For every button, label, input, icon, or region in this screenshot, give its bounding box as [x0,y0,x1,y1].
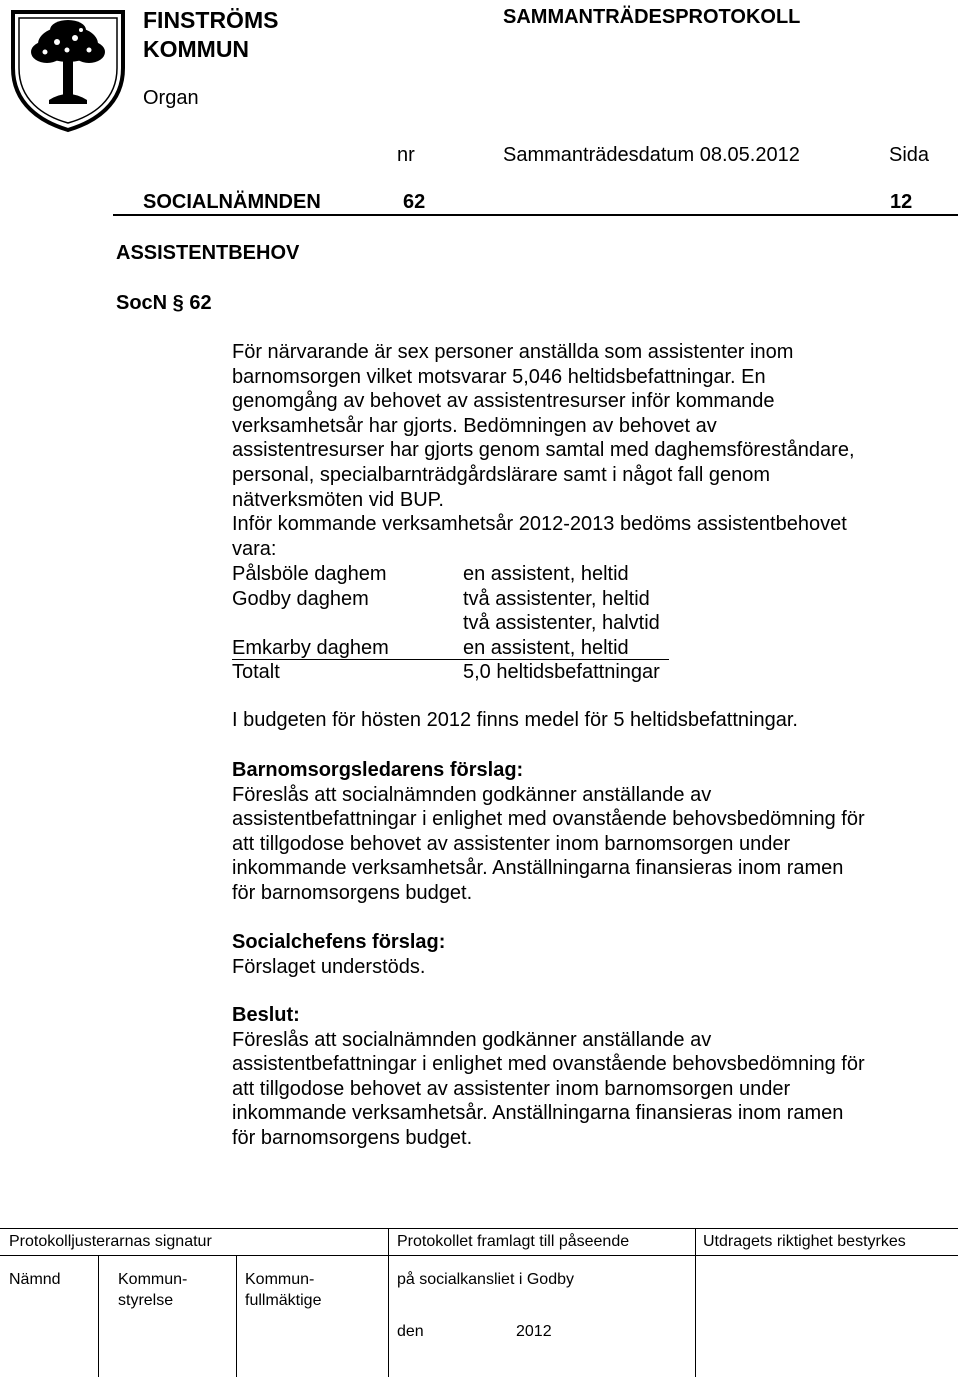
case-reference: SocN § 62 [116,292,212,314]
proposal-label: Socialchefens förslag: [232,931,446,953]
municipal-crest-icon [9,8,127,139]
footer-divider [388,1255,389,1377]
signature-footer [0,1228,960,1377]
intro-line: Inför kommande verksamhetsår 2012-2013 bedöms assistentbehovet [232,513,847,536]
nr-label: nr [397,144,415,166]
allocation-subtotal-row [232,636,669,660]
intro-paragraph [232,340,855,561]
footer-kommunstyrelse-2: styrelse [118,1292,174,1309]
decision-line: Föreslås att socialnämnden godkänner anställande av [232,1028,712,1051]
footer-divider [98,1255,99,1377]
proposal-line: att tillgodose behovet av assistenter inom barnomsorgen under [232,832,791,855]
allocation-need: två assistenter, halvtid [463,612,660,634]
intro-line: vara: [232,537,277,560]
footer-col-displayed: Protokollet framlagt till påseende [397,1233,630,1250]
allocation-place: Pålsböle daghem [232,563,387,585]
allocation-need: en assistent, heltid [463,563,629,585]
footer-divider [236,1255,237,1377]
decision-block [232,1003,865,1151]
intro-line: För närvarande är sex personer anställda som assistenter inom [232,341,794,363]
footer-divider [388,1228,389,1255]
footer-kommunfullmaktige-2: fullmäktige [245,1292,322,1309]
decision-line: att tillgodose behovet av assistenter inom barnomsorgen under [232,1077,791,1100]
allocation-place: Godby daghem [232,588,369,610]
allocation-place: Emkarby daghem [232,637,389,659]
municipality-name-line2: KOMMUN [143,36,250,62]
footer-divider [695,1255,696,1377]
footer-col-adjusters: Protokolljusterarnas signatur [9,1233,212,1250]
footer-location: på socialkansliet i Godby [397,1271,574,1288]
allocation-total-value: 5,0 heltidsbefattningar [463,661,660,683]
footer-header-divider [0,1255,958,1256]
proposal-block [232,758,865,906]
footer-namnd: Nämnd [9,1271,61,1288]
footer-divider [695,1228,696,1255]
footer-year: 2012 [516,1323,552,1340]
footer-den: den [397,1323,424,1340]
intro-line: nätverksmöten vid BUP. [232,488,444,511]
meeting-date-label: Sammanträdesdatum 08.05.2012 [503,144,800,166]
intro-line: assistentresurser har gjorts genom samtal med daghemsföreståndare, [232,439,855,462]
section-title: ASSISTENTBEHOV [116,242,300,264]
allocation-need: två assistenter, heltid [463,588,650,610]
page-label: Sida [889,144,930,166]
document-title: SAMMANTRÄDESPROTOKOLL [503,6,801,28]
proposal-line: inkommande verksamhetsår. Anställningarna finansieras inom ramen [232,857,844,880]
intro-line: barnomsorgen vilket motsvarar 5,046 heltidsbefattningar. En [232,365,766,388]
footer-top-border [0,1228,958,1229]
intro-line: personal, specialbarnträdgårdslärare samt i något fall genom [232,463,771,486]
allocation-need: en assistent, heltid [463,637,629,659]
decision-line: för barnomsorgens budget. [232,1126,473,1149]
municipality-name-line1: FINSTRÖMS [143,7,279,33]
intro-line: genomgång av behovet av assistentresurser inför kommande [232,390,775,413]
decision-line: inkommande verksamhetsår. Anställningarna finansieras inom ramen [232,1102,844,1125]
proposal-line: assistentbefattningar i enlighet med ovanstående behovsbedömning för [232,808,865,831]
municipality-name [143,6,278,64]
proposal-line: för barnomsorgens budget. [232,881,473,904]
organ-name: SOCIALNÄMNDEN [143,191,321,213]
intro-line: verksamhetsår har gjorts. Bedömningen av behovet av [232,414,717,437]
proposal-line: Föreslås att socialnämnden godkänner anställande av [232,783,712,806]
footer-kommunstyrelse-1: Kommun- [118,1271,188,1288]
decision-label: Beslut: [232,1004,300,1026]
allocation-total-label: Totalt [232,661,280,683]
organ-label: Organ [143,87,199,109]
decision-line: assistentbefattningar i enlighet med ovanstående behovsbedömning för [232,1053,865,1076]
header-divider [113,214,958,216]
budget-note: I budgeten för hösten 2012 finns medel för 5 heltidsbefattningar. [232,709,798,731]
proposal-line: Förslaget understöds. [232,955,426,978]
social-chief-proposal-block [232,930,445,979]
page-number: 12 [890,191,913,213]
footer-col-certified: Utdragets riktighet bestyrkes [703,1233,906,1250]
paragraph-number: 62 [403,191,426,213]
footer-kommunfullmaktige-1: Kommun- [245,1271,315,1288]
proposal-label: Barnomsorgsledarens förslag: [232,759,524,781]
